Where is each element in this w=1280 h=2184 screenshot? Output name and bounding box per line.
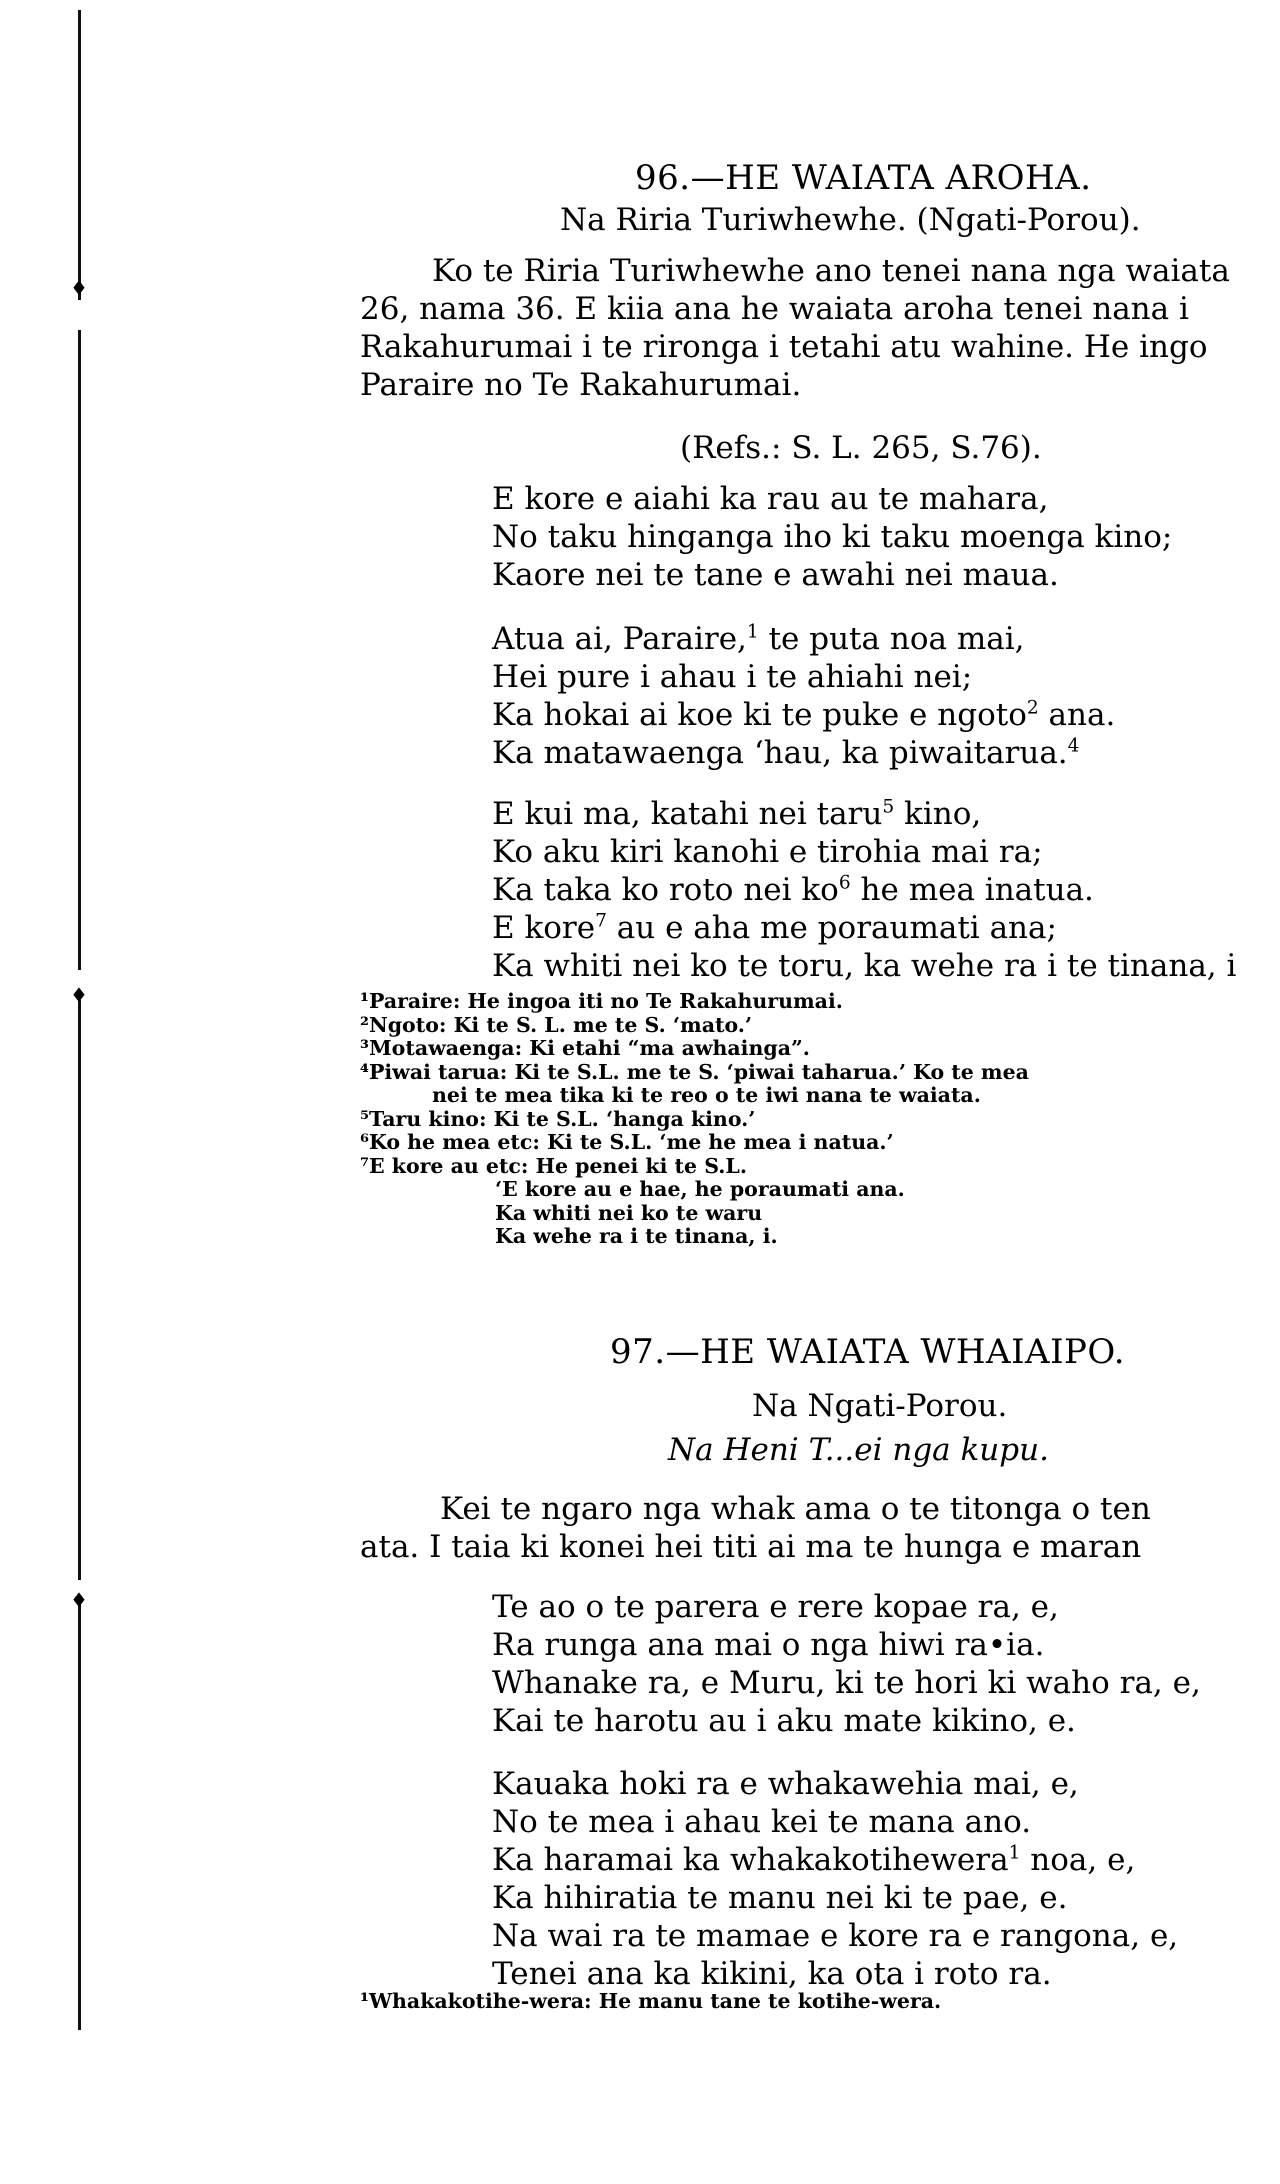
verse-line: Kauaka hoki ra e whakawehia mai, e, — [492, 1766, 1079, 1802]
verse-line: E kore$^7$ au e aha me poraumati ana; — [492, 910, 1057, 946]
binding-line — [78, 1000, 81, 1580]
verse-line: Ka whiti nei ko te toru, ka wehe ra i te tinana, i — [492, 948, 1237, 984]
binding-mark: ♦ — [70, 276, 88, 300]
verse-line: Ra runga ana mai o nga hiwi ra•ia. — [492, 1627, 1045, 1663]
footnote-verse: ‘E kore au e hae, he poraumati ana. — [495, 1177, 905, 1201]
footnote-continuation: nei te mea tika ki te reo o te iwi nana te waiata. — [432, 1083, 981, 1107]
intro-line: 26, nama 36. E kiia ana he waiata aroha tenei nana i — [360, 291, 1189, 327]
book-page — [360, 0, 1280, 2184]
verse-line: Ka hokai ai koe ki te puke e ngoto$^2$ ana. — [492, 697, 1116, 733]
verse-line: Kaore nei te tane e awahi nei maua. — [492, 557, 1059, 593]
verse-line: Tenei ana ka kikini, ka ota i roto ra. — [492, 1956, 1052, 1992]
intro-line: Rakahurumai i te rironga i tetahi atu wahine. He ingo — [360, 329, 1208, 365]
footnote-ref: 1 — [1008, 1842, 1021, 1864]
footnote: ¹Paraire: He ingoa iti no Te Rakahurumai. — [360, 989, 843, 1013]
footnote: ²Ngoto: Ki te S. L. me te S. ‘mato.’ — [360, 1012, 753, 1037]
footnote: ¹Whakakotihe-wera: He manu tane te kotihe-wera. — [360, 1989, 942, 2013]
footnote-ref: 6 — [838, 872, 851, 894]
verse-line: No te mea i ahau kei te mana ano. — [492, 1804, 1032, 1840]
verse-line: Whanake ra, e Muru, ki te hori ki waho ra, e, — [492, 1665, 1201, 1701]
verse-line: No taku hinganga iho ki taku moenga kino; — [492, 519, 1173, 555]
binding-mark: ♦ — [70, 1588, 88, 1612]
song-96-subtitle: Na Riria Turiwhewhe. (Ngati-Porou). — [560, 202, 1141, 238]
footnote-ref: 7 — [595, 910, 607, 932]
intro-line: Paraire no Te Rakahurumai. — [360, 367, 802, 403]
song-97-intro — [360, 1490, 1151, 1566]
footnote: ³Motawaenga: Ki etahi “ma awhainga”. — [360, 1036, 810, 1060]
song-96-refs: (Refs.: S. L. 265, S.76). — [680, 430, 1042, 466]
binding-mark: ♦ — [70, 983, 88, 1007]
verse-line: Ko aku kiri kanohi e tirohia mai ra; — [492, 834, 1043, 870]
binding-line — [78, 10, 81, 300]
song-96-intro — [360, 252, 1230, 404]
intro-line: Ko te Riria Turiwhewhe ano tenei nana nga waiata — [432, 253, 1230, 289]
song-97-footnotes — [360, 1990, 941, 2014]
verse-line: Ka haramai ka whakakotihewera$^1$ noa, e, — [492, 1842, 1136, 1878]
footnote: ⁷E kore au etc: He penei ki te S.L. — [360, 1153, 747, 1178]
verse-line: Ka hihiratia te manu nei ki te pae, e. — [492, 1880, 1068, 1916]
footnote-verse: Ka wehe ra i te tinana, i. — [495, 1224, 778, 1248]
song-97-subtitle: Na Ngati-Porou. — [752, 1388, 1008, 1424]
song-96-footnotes — [360, 990, 1029, 1249]
intro-line: ata. I taia ki konei hei titi ai ma te hunga e maran — [360, 1529, 1142, 1565]
footnote-verse: Ka whiti nei ko te waru — [495, 1200, 763, 1225]
song-97-stanza-2 — [492, 1765, 1178, 1993]
song-96-stanza-1 — [492, 480, 1172, 594]
verse-line: Kai te harotu au i aku mate kikino, e. — [492, 1703, 1076, 1739]
song-96-title: 96.—HE WAIATA AROHA. — [635, 158, 1092, 198]
binding-line — [78, 1600, 81, 2030]
song-96-stanza-2 — [492, 620, 1115, 772]
verse-line: Ka taka ko roto nei $ko^6$ he mea inatua. — [492, 872, 1094, 908]
footnote-ref: 1 — [746, 621, 759, 643]
song-96-stanza-3 — [492, 795, 1236, 985]
verse-line: Hei pure i ahau i te ahiahi nei; — [492, 659, 973, 695]
verse-line: Ka matawaenga ‘hau, ka piwaitarua.$^4$ — [492, 735, 1080, 771]
verse-line: E kore e aiahi ka rau au te mahara, — [492, 481, 1049, 517]
footnote: ⁵Taru kino: Ki te S.L. ‘hanga kino.’ — [360, 1106, 756, 1131]
verse-line: Na wai ra te mamae e kore ra e rangona, e, — [492, 1918, 1179, 1954]
footnote: ⁶Ko he mea etc: Ki te S.L. ‘me he mea i natua.’ — [360, 1130, 894, 1154]
verse-line: Te ao o te parera e rere kopae ra, e, — [492, 1589, 1059, 1625]
footnote-ref: 4 — [1067, 735, 1080, 757]
verse-line: Atua ai, Paraire,$^1$ te puta noa mai, — [492, 621, 1025, 657]
song-97-title: 97.—HE WAIATA WHAIAIPO. — [610, 1332, 1126, 1372]
binding-line — [78, 330, 81, 970]
footnote: ⁴Piwai tarua: Ki te S.L. me te S. ‘piwai taharua.’ Ko te mea — [360, 1059, 1029, 1084]
song-97-subtitle-2: Na Heni T...ei nga kupu. — [668, 1432, 1049, 1468]
verse-line: E kui ma, katahi nei taru$^5$ kino, — [492, 796, 982, 832]
footnote-ref: 5 — [882, 796, 895, 818]
song-97-stanza-1 — [492, 1588, 1201, 1740]
footnote-ref: 2 — [1026, 697, 1039, 719]
intro-line: Kei te ngaro nga whak ama o te titonga o ten — [440, 1491, 1151, 1527]
page-binding-edge — [70, 0, 88, 2184]
